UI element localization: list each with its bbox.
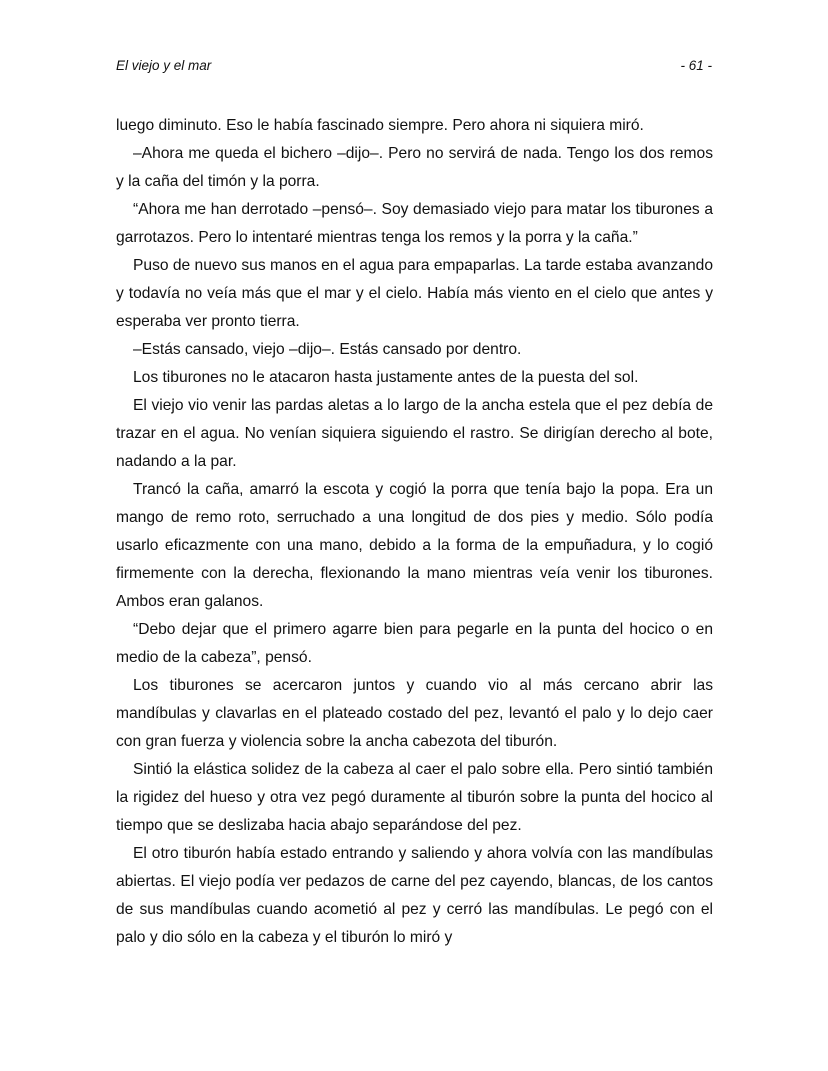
paragraph: Puso de nuevo sus manos en el agua para empaparlas. La tarde estaba avanzando y todavía no veía más que el mar y el cielo. Había más viento en el cielo que antes y esperaba ver pronto tierra. <box>116 257 713 330</box>
paragraph: El viejo vio venir las pardas aletas a lo largo de la ancha estela que el pez debía de trazar en el agua. No venían siquiera siguiendo el rastro. Se dirigían derecho al bote, nadando a la par. <box>116 397 713 470</box>
body-text <box>116 112 713 952</box>
paragraph: Sintió la elástica solidez de la cabeza al caer el palo sobre ella. Pero sintió también la rigidez del hueso y otra vez pegó duramente al tiburón sobre la punta del hocico al tiempo que se deslizaba hacia abajo separándose del pez. <box>116 761 713 834</box>
paragraph: –Ahora me queda el bichero –dijo–. Pero no servirá de nada. Tengo los dos remos y la caña del timón y la porra. <box>116 145 713 190</box>
paragraph: Los tiburones no le atacaron hasta justamente antes de la puesta del sol. <box>133 369 639 386</box>
paragraph: Los tiburones se acercaron juntos y cuando vio al más cercano abrir las mandíbulas y clavarlas en el plateado costado del pez, levantó el palo y lo dejo caer con gran fuerza y violencia sobre la ancha cabezota del tiburón. <box>116 677 713 750</box>
paragraph: luego diminuto. Eso le había fascinado siempre. Pero ahora ni siquiera miró. <box>116 117 644 134</box>
paragraph: “Ahora me han derrotado –pensó–. Soy demasiado viejo para matar los tiburones a garrotazos. Pero lo intentaré mientras tenga los remos y la porra y la caña.” <box>116 201 713 246</box>
book-title: El viejo y el mar <box>116 58 212 73</box>
paragraph: –Estás cansado, viejo –dijo–. Estás cansado por dentro. <box>133 341 522 358</box>
paragraph: El otro tiburón había estado entrando y saliendo y ahora volvía con las mandíbulas abiertas. El viejo podía ver pedazos de carne del pez cayendo, blancas, de los cantos de sus mandíbulas cuando acometió al pez y cerró las mandíbulas. Le pegó con el palo y dio sólo en la cabeza y el tiburón lo miró y <box>116 845 713 946</box>
paragraph: “Debo dejar que el primero agarre bien para pegarle en la punta del hocico o en medio de la cabeza”, pensó. <box>116 621 713 666</box>
running-header <box>116 58 712 78</box>
paragraph: Trancó la caña, amarró la escota y cogió la porra que tenía bajo la popa. Era un mango de remo roto, serruchado a una longitud de dos pies y medio. Sólo podía usarlo eficazmente con una mano, debido a la forma de la empuñadura, y lo cogió firmemente con la derecha, flexionando la mano mientras veía venir los tiburones. Ambos eran galanos. <box>116 481 713 610</box>
page-number: - 61 - <box>680 58 712 73</box>
